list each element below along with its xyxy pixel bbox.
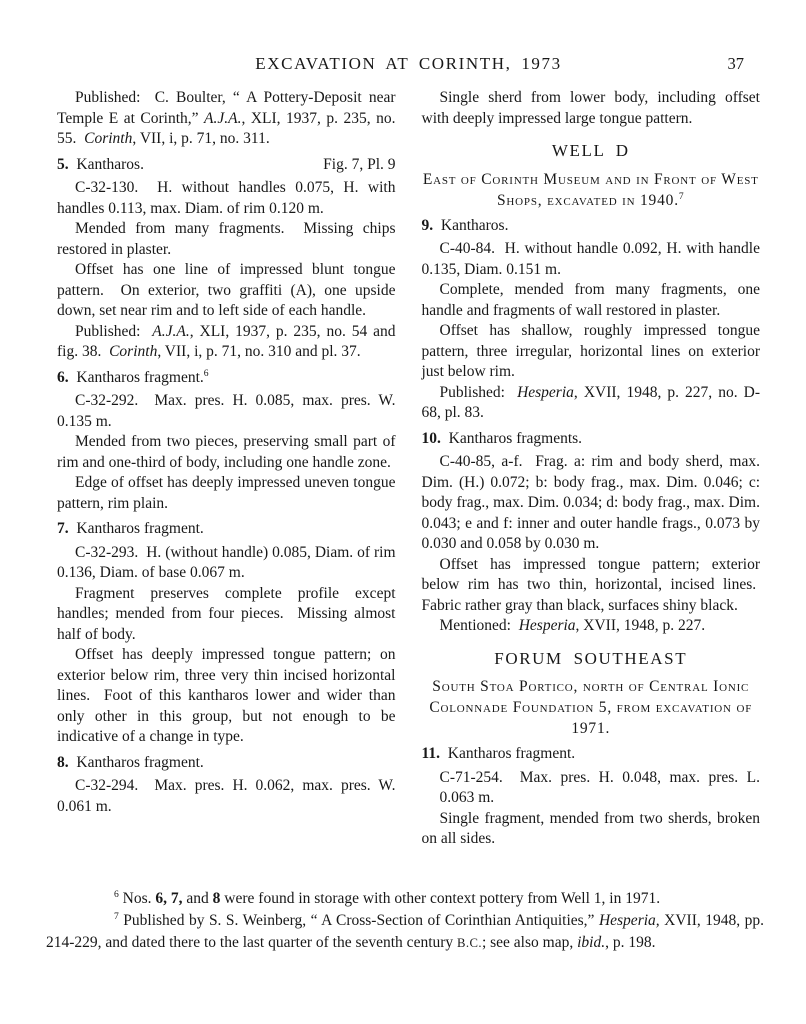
page-number: 37 — [727, 54, 744, 73]
intro-publication-paragraph: Published: C. Boulter, “ A Pottery-Deposit near Temple E at Corinth,” A.J.A., XLI, 1937, p. 235, no. 55. Corinth, VII, i, p. 71, no. 311. — [57, 89, 396, 147]
item-10-catalog-entry: C-40-85, a-f. Frag. a: rim and body sherd, max. Dim. (H.) 0.072; b: body frag., max. Dim. 0.046; c: body frag., max. Dim. 0.034; d: body frag., max. Dim. 0.043; e and f: inner and outer handle frags., 0.073 by 0.030 and 0.058 by 0.030 m. — [421, 453, 760, 552]
item-11-heading — [422, 744, 761, 765]
item-9-publication: Published: Hesperia, XVII, 1948, p. 227, no. D-68, pl. 83. — [421, 383, 760, 421]
left-column — [57, 88, 396, 850]
item-6-description-1: Mended from two pieces, preserving small part of rim and one-third of body, including one handle zone. — [57, 433, 396, 471]
item-11-description-1: Single fragment, mended from two sherds, broken on all sides. — [421, 809, 760, 847]
item-5-catalog-entry: C-32-130. H. without handles 0.075, H. with handles 0.113, max. Diam. of rim 0.120 m. — [57, 179, 396, 217]
section-heading-forum-southeast: FORUM SOUTHEAST — [494, 648, 688, 668]
item-5-figure-reference: Fig. 7, Pl. 9 — [323, 155, 396, 173]
item-7-description-1: Fragment preserves complete profile except handles; mended from four pieces. Missing almost half of body. — [57, 584, 396, 643]
page-title: EXCAVATION AT CORINTH, 1973 — [255, 54, 562, 73]
page-header — [57, 54, 760, 78]
section-subheading-forum-southeast: South Stoa Portico, north of Central Ionic Colonnade Foundation 5, from excavation of 1971. — [429, 678, 753, 737]
item-5-heading — [57, 155, 396, 176]
item-9-description-1: Complete, mended from many fragments, one handle and fragments of wall restored in plaster. — [421, 281, 760, 319]
footnote-6: $^6$ Nos. 6, 7, and 8 were found in storage with other context pottery from Well 1, in 1971. — [114, 888, 661, 907]
item-11-title: 11. Kantharos fragment. — [421, 745, 576, 762]
item-9-title: 9. Kantharos. — [421, 216, 509, 234]
item-7-catalog-entry: C-32-293. H. (without handle) 0.085, Diam. of rim 0.136, Diam. of base 0.067 m. — [57, 543, 396, 581]
item-7-description-2: Offset has deeply impressed tongue pattern; on exterior below rim, three very thin incised horizontal lines. Foot of this kantharos lower and wider than only other in this group, but not enough to be indicative of a change in type. — [57, 646, 396, 745]
section-heading-well-d: WELL D — [551, 141, 630, 160]
item-10-title: 10. Kantharos fragments. — [421, 429, 583, 447]
item-6-title: 6. Kantharos fragment.$^6$ — [57, 367, 209, 386]
item-5-publication: Published: A.J.A., XLI, 1937, p. 235, no. 54 and fig. 38. Corinth, VII, i, p. 71, no. 310 and pl. 37. — [57, 322, 396, 360]
item-10-heading — [422, 429, 761, 450]
item-6-heading — [57, 368, 396, 389]
item-11-catalog-entry: C-71-254. Max. pres. H. 0.048, max. pres. L. 0.063 m. — [439, 768, 760, 806]
item-6-description-2: Edge of offset has deeply impressed uneven tongue pattern, rim plain. — [57, 474, 396, 512]
footnotes-block — [46, 888, 764, 954]
section-subheading-well-d: East of Corinth Museum and in Front of West Shops, excavated in 1940.$^7$ — [422, 170, 759, 209]
item-8-title: 8. Kantharos fragment. — [57, 753, 204, 771]
item-10-description-1: Offset has impressed tongue pattern; exterior below rim has two thin, horizontal, incised lines. Fabric rather gray than black, surfaces shiny black. — [421, 555, 760, 614]
item-5-description-1: Mended from many fragments. Missing chips restored in plaster. — [57, 220, 396, 258]
item-9-description-2: Offset has shallow, roughly impressed tongue pattern, three irregular, horizontal lines on exterior just below rim. — [421, 322, 760, 380]
text-columns — [57, 88, 760, 850]
item-8-heading — [57, 753, 396, 774]
item-7-title: 7. Kantharos fragment. — [57, 520, 204, 537]
item-7-heading — [57, 519, 396, 540]
item-8-catalog-entry: C-32-294. Max. pres. H. 0.062, max. pres. W. 0.061 m. — [57, 777, 396, 815]
item-5-description-2: Offset has one line of impressed blunt tongue pattern. On exterior, two graffiti (A), one upside down, set near rim and to left side of each handle. — [57, 261, 396, 319]
item-6-catalog-entry: C-32-292. Max. pres. H. 0.085, max. pres. W. 0.135 m. — [57, 392, 396, 430]
footnote-7: $^7$ Published by S. S. Weinberg, “ A Cross-Section of Corinthian Antiquities,” Hesperia, XVII, 1948, pp. 214-229, and dated there to the last quarter of the seventh century B.C.; see also map, ibid., p. 198. — [46, 910, 764, 951]
item-9-catalog-entry: C-40-84. H. without handle 0.092, H. with handle 0.135, Diam. 0.151 m. — [421, 240, 760, 278]
item-5-title: 5. Kantharos. — [57, 155, 144, 173]
right-column — [422, 88, 761, 850]
item-10-publication: Mentioned: Hesperia, XVII, 1948, p. 227. — [439, 617, 706, 634]
item-9-heading — [422, 216, 761, 237]
continuation-paragraph: Single sherd from lower body, including offset with deeply impressed large tongue pattern. — [421, 89, 760, 127]
